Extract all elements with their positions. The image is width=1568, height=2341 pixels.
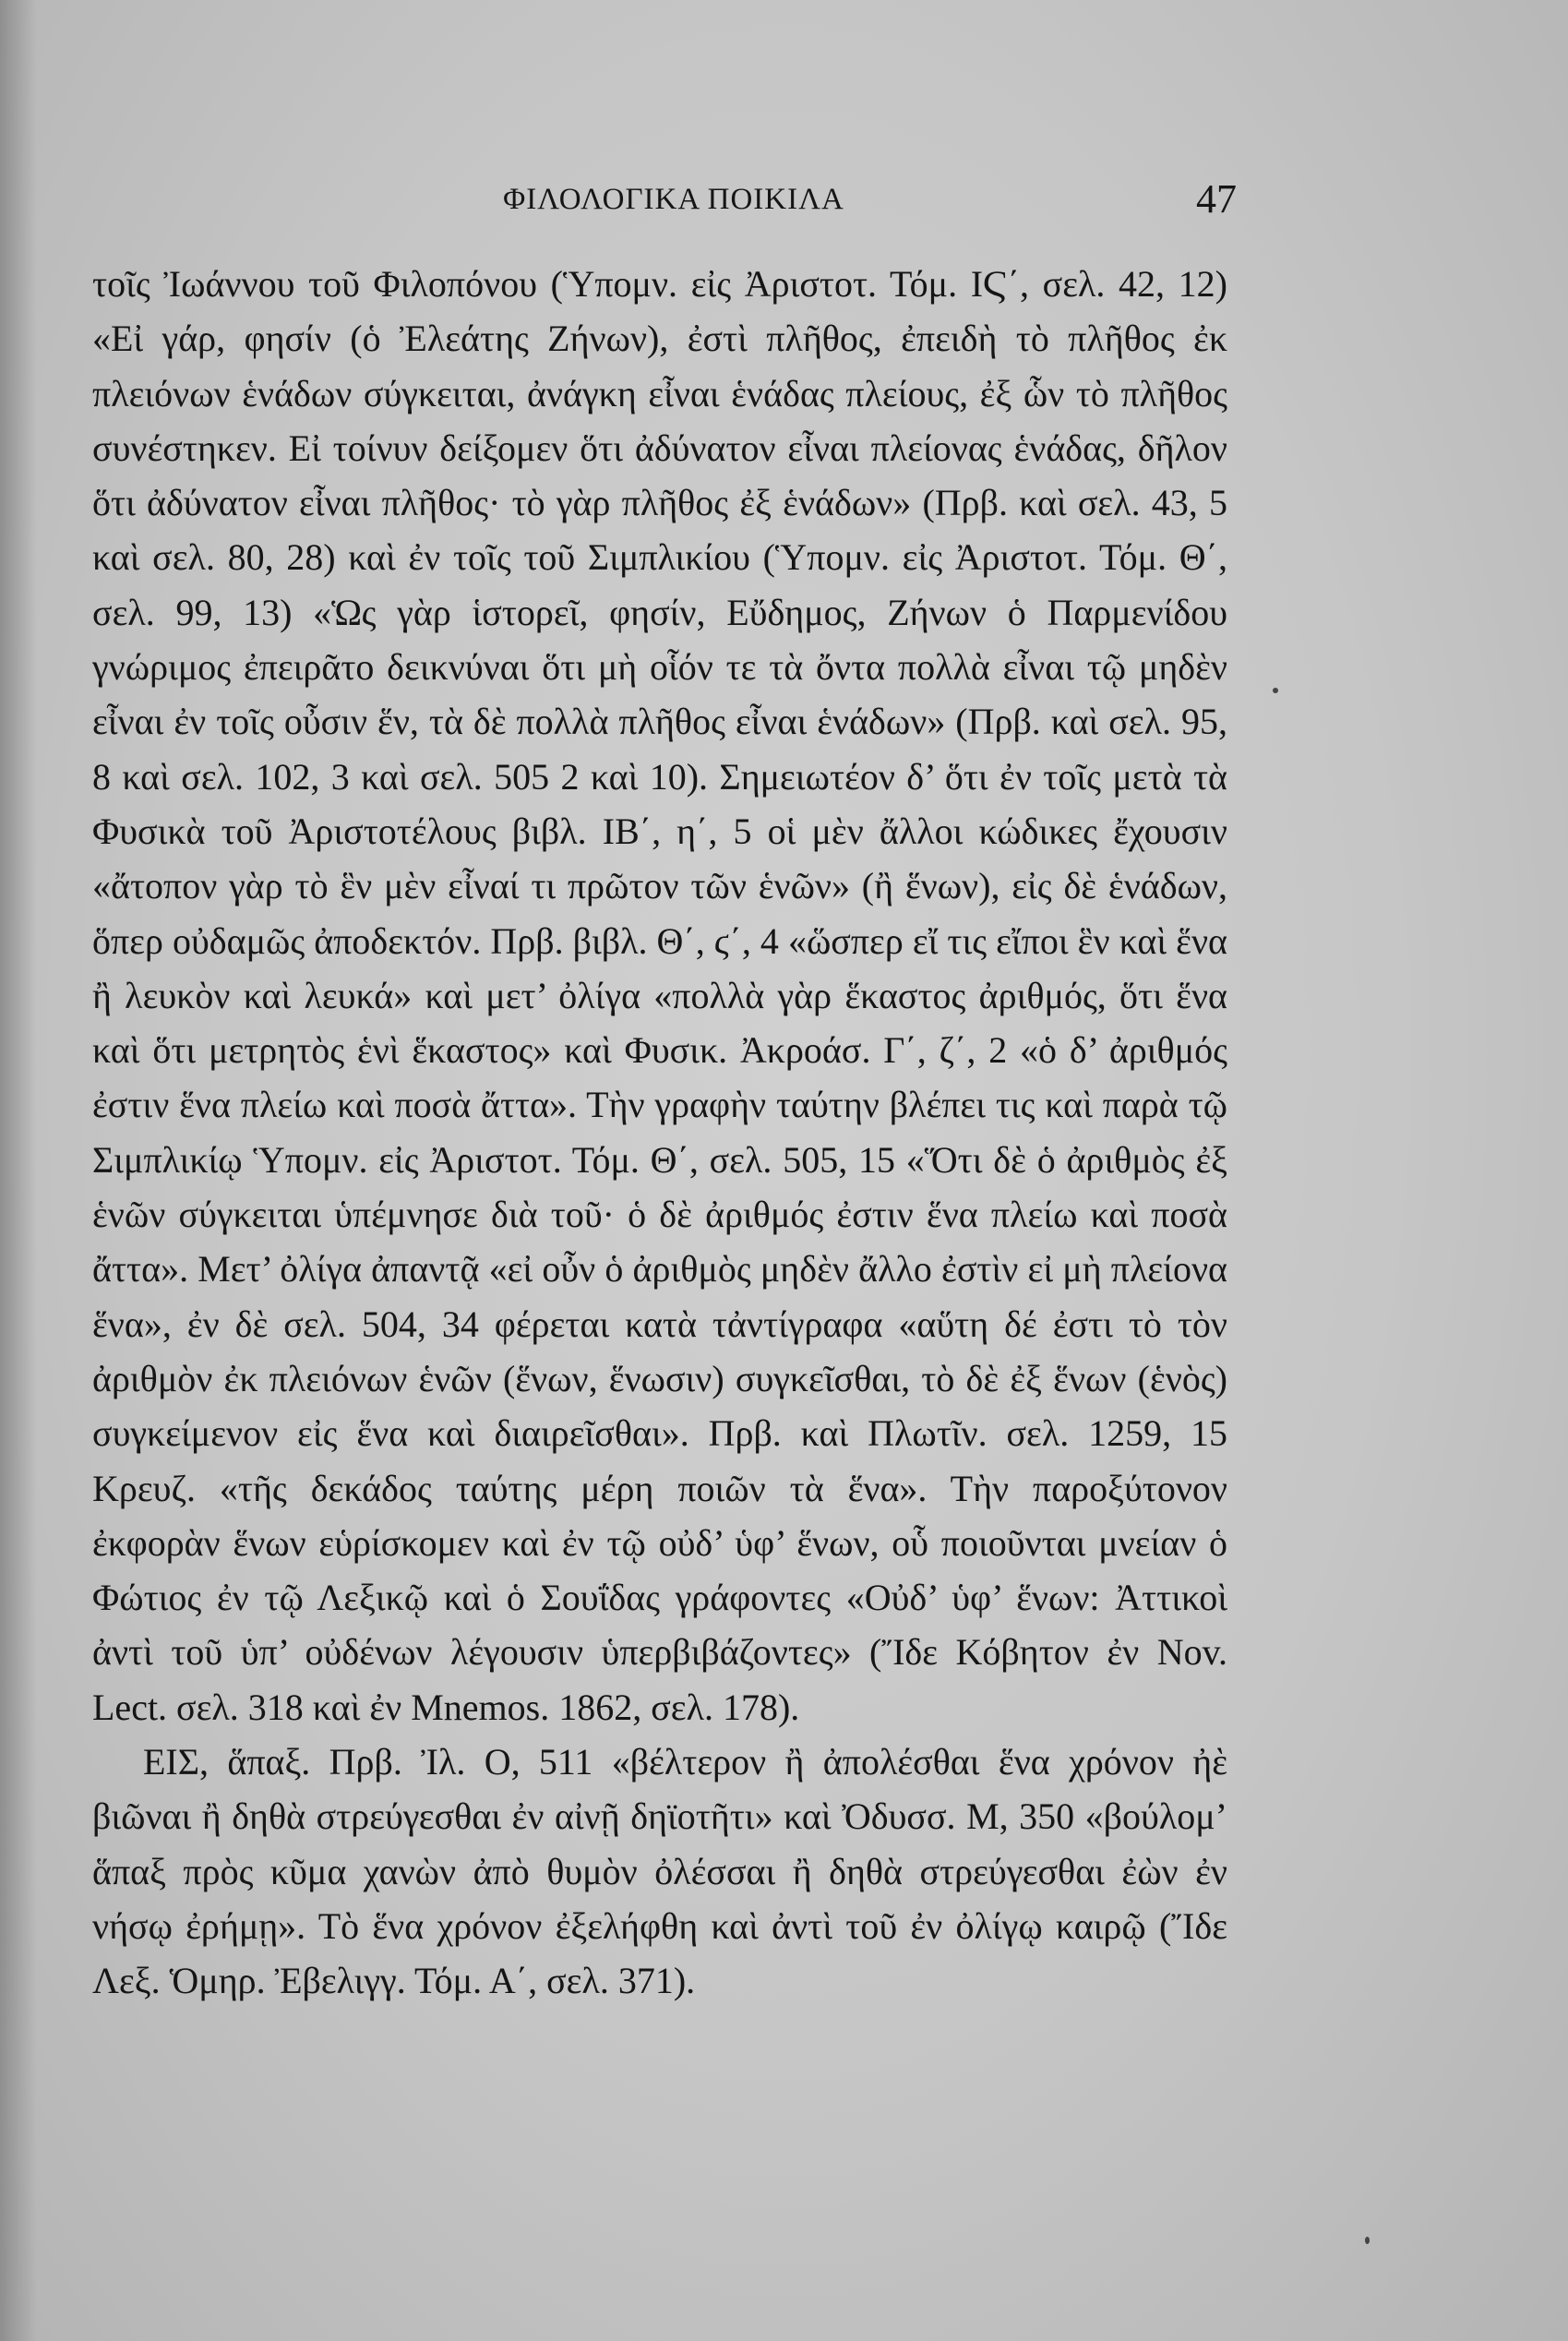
ink-speck — [1365, 2237, 1370, 2244]
page-number: 47 — [1196, 176, 1237, 222]
paragraph-1: τοῖς Ἰωάννου τοῦ Φιλοπόνου (Ὑπομν. εἰς Ἀριστοτ. Τόμ. ΙϚ΄, σελ. 42, 12) «Εἰ γάρ, φησίν (ὁ Ἐλεάτης Ζήνων), ἐστὶ πλῆθος, ἐπειδὴ τὸ πλῆθος ἐκ πλειόνων ἑνάδων σύγκειται, ἀνάγκη εἶναι ἑνάδας πλείους, ἐξ ὧν τὸ πλῆθος συνέστηκεν. Εἰ τοίνυν δείξομεν ὅτι ἀδύνατον εἶναι πλείονας ἑνάδας, δῆλον ὅτι ἀδύνατον εἶναι πλῆθος· τὸ γὰρ πλῆθος ἐξ ἑνάδων» (Πρβ. καὶ σελ. 43, 5 καὶ σελ. 80, 28) καὶ ἐν τοῖς τοῦ Σιμπλικίου (Ὑπομν. εἰς Ἀριστοτ. Τόμ. Θ΄, σελ. 99, 13) «Ὡς γὰρ ἱστορεῖ, φησίν, Εὔδημος, Ζήνων ὁ Παρμενίδου γνώριμος ἐπειρᾶτο δεικνύναι ὅτι μὴ οἷόν τε τὰ ὄντα πολλὰ εἶναι τῷ μηδὲν εἶναι ἐν τοῖς οὖσιν ἕν, τὰ δὲ πολλὰ πλῆθος εἶναι ἑνάδων» (Πρβ. καὶ σελ. 95, 8 καὶ σελ. 102, 3 καὶ σελ. 505 2 καὶ 10). Σημειωτέον δ’ ὅτι ἐν τοῖς μετὰ τὰ Φυσικὰ τοῦ Ἀριστοτέλους βιβλ. ΙΒ΄, η΄, 5 οἱ μὲν ἄλλοι κώδικες ἔχουσιν «ἄτοπον γὰρ τὸ ἓν μὲν εἶναί τι πρῶτον τῶν ἑνῶν» (ἢ ἕνων), εἰς δὲ ἑνάδων, ὅπερ οὐδαμῶς ἀποδεκτόν. Πρβ. βιβλ. Θ΄, ϛ΄, 4 «ὥσπερ εἴ τις εἴποι ἓν καὶ ἕνα ἢ λευκὸν καὶ λευκά» καὶ μετ’ ὀλίγα «πολλὰ γὰρ ἕκαστος ἀριθμός, ὅτι ἕνα καὶ ὅτι μετρητὸς ἑνὶ ἕκαστος» καὶ Φυσικ. Ἀκροάσ. Γ΄, ζ΄, 2 «ὁ δ’ ἀριθμός ἐστιν ἕνα πλείω καὶ ποσὰ ἄττα». Τὴν γραφὴν ταύτην βλέπει τις καὶ παρὰ τῷ Σιμπλικίῳ Ὑπομν. εἰς Ἀριστοτ. Τόμ. Θ΄, σελ. 505, 15 «Ὅτι δὲ ὁ ἀριθμὸς ἐξ ἑνῶν σύγκειται ὑπέμνησε διὰ τοῦ· ὁ δὲ ἀριθμός ἐστιν ἕνα πλείω καὶ ποσὰ ἄττα». Μετ’ ὀλίγα ἀπαντᾷ «εἰ οὖν ὁ ἀριθμὸς μηδὲν ἄλλο ἐστὶν εἰ μὴ πλείονα ἕνα», ἐν δὲ σελ. 504, 34 φέρεται κατὰ τἀντίγραφα «αὕτη δέ ἐστι τὸ τὸν ἀριθμὸν ἐκ πλειόνων ἑνῶν (ἕνων, ἕνωσιν) συγκεῖσθαι, τὸ δὲ ἐξ ἕνων (ἑνὸς) συγκείμενον εἰς ἕνα καὶ διαιρεῖσθαι». Πρβ. καὶ Πλωτῖν. σελ. 1259, 15 Κρευζ. «τῆς δεκάδος ταύτης μέρη ποιῶν τὰ ἕνα». Τὴν παροξύτονον ἐκφορὰν ἕνων εὑρίσκομεν καὶ ἐν τῷ οὐδ’ ὑφ’ ἕνων, οὗ ποιοῦνται μνείαν ὁ Φώτιος ἐν τῷ Λεξικῷ καὶ ὁ Σουΐδας γράφοντες «Οὐδ’ ὑφ’ ἕνων: Ἀττικοὶ ἀντὶ τοῦ ὑπ’ οὐδένων λέγουσιν ὑπερβιβάζοντες» (Ἴδε Κόβητον ἐν Nov. Lect. σελ. 318 καὶ ἐν Mnemos. 1862, σελ. 178). — [92, 263, 1227, 1728]
body-text — [92, 257, 1227, 2009]
paragraph-2: ΕΙΣ, ἅπαξ. Πρβ. Ἰλ. Ο, 511 «βέλτερον ἢ ἀπολέσθαι ἕνα χρόνον ἠὲ βιῶναι ἢ δηθὰ στρεύγεσθαι ἐν αἰνῇ δηϊοτῆτι» καὶ Ὀδυσσ. Μ, 350 «βούλομ’ ἅπαξ πρὸς κῦμα χανὼν ἀπὸ θυμὸν ὀλέσσαι ἢ δηθὰ στρεύγεσθαι ἐὼν ἐν νήσῳ ἐρήμῃ». Τὸ ἕνα χρόνον ἐξελήφθη καὶ ἀντὶ τοῦ ἐν ὀλίγῳ καιρῷ (Ἴδε Λεξ. Ὁμηρ. Ἐβελιγγ. Τόμ. Α΄, σελ. 371). — [92, 1741, 1227, 2002]
running-head — [111, 175, 1237, 231]
gutter-shadow — [0, 0, 37, 2341]
running-title: ΦΙΛΟΛΟΓΙΚΑ ΠΟΙΚΙΛΑ — [503, 183, 844, 216]
ink-speck — [1273, 688, 1278, 693]
